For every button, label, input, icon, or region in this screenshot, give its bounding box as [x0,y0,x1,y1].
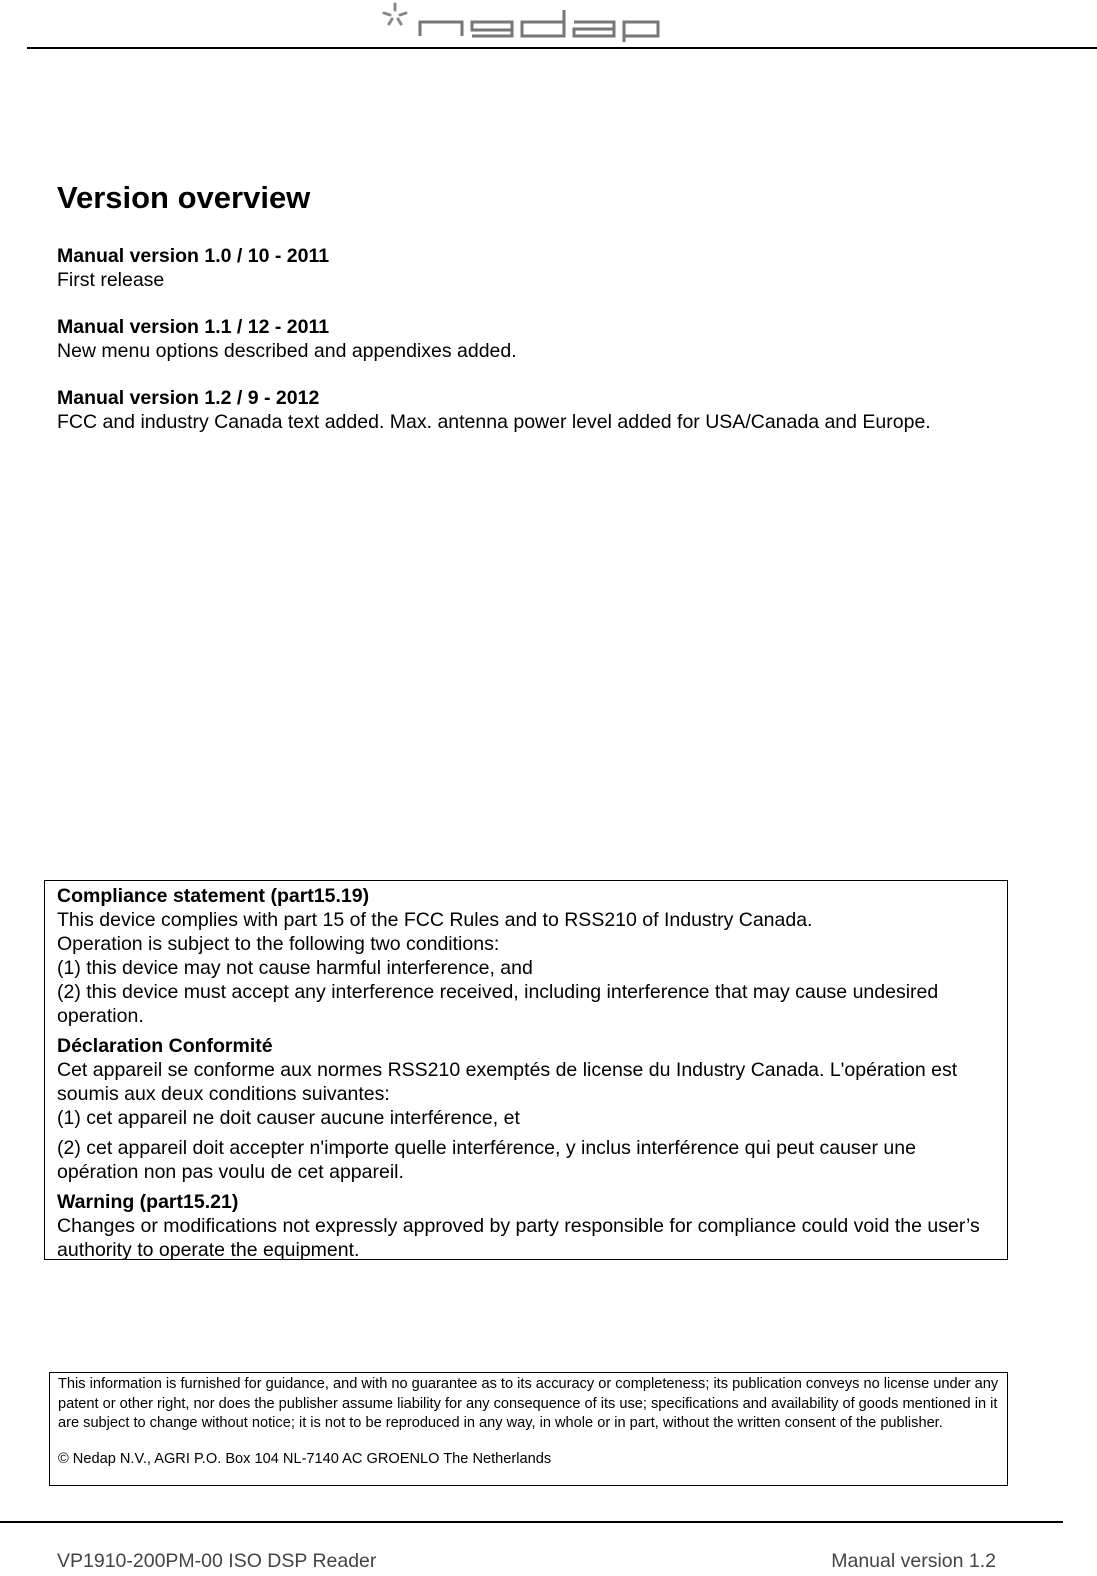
declaration-heading: Déclaration Conformité [57,1035,273,1057]
version-list [57,244,1057,457]
version-description: First release [57,269,165,291]
footer-rule [0,1521,1063,1523]
version-description: New menu options described and appendixes added. [57,340,517,362]
page-title: Version overview [57,180,311,215]
declaration-line: Cet appareil se conforme aux normes RSS210 exemptés de license du Industry Canada. L'opération est soumis aux deux conditions suivantes: [57,1059,958,1105]
version-description: FCC and industry Canada text added. Max. antenna power level added for USA/Canada and Europe. [57,411,931,433]
version-entry [57,315,1057,363]
compliance-line: This device complies with part 15 of the FCC Rules and to RSS210 of Industry Canada. [57,909,813,931]
warning-heading: Warning (part15.21) [57,1191,239,1213]
version-heading: Manual version 1.2 / 9 - 2012 [57,387,320,409]
declaration-line: (1) cet appareil ne doit causer aucune interférence, et [57,1107,520,1129]
nedap-logo [380,0,665,50]
header-rule [27,47,1097,49]
compliance-box [44,880,1008,1260]
compliance-line: Operation is subject to the following two conditions: [57,933,500,955]
version-entry [57,244,1057,292]
declaration-line: (2) cet appareil doit accepter n'importe quelle interférence, y inclus interférence qui peut causer une opération non pas voulu de cet appareil. [57,1137,916,1183]
warning-text: Changes or modifications not expressly approved by party responsible for compliance could void the user’s authority to operate the equipment. [57,1215,980,1261]
footer-document-title: VP1910-200PM-00 ISO DSP Reader [57,1550,377,1572]
version-heading: Manual version 1.1 / 12 - 2011 [57,316,330,338]
compliance-line: (2) this device must accept any interference received, including interference that may cause undesired operation. [57,981,939,1027]
version-heading: Manual version 1.0 / 10 - 2011 [57,245,330,267]
compliance-heading: Compliance statement (part15.19) [57,885,370,907]
footer-manual-version: Manual version 1.2 [831,1550,996,1572]
disclaimer-text: This information is furnished for guidance, and with no guarantee as to its accuracy or completeness; its publication conveys no license under any patent or other right, nor does the publisher assume liability for any consequence of its use; specifications and availability of goods mentioned in it are subject to change without notice; it is not to be reproduced in any way, in whole or in part, without the written consent of the publisher. [58,1376,999,1431]
version-entry [57,386,1057,434]
disclaimer-box [49,1372,1008,1486]
copyright-line: © Nedap N.V., AGRI P.O. Box 104 NL-7140 AC GROENLO The Netherlands [58,1450,552,1467]
compliance-line: (1) this device may not cause harmful interference, and [57,957,533,979]
nedap-logo-icon [380,0,665,45]
